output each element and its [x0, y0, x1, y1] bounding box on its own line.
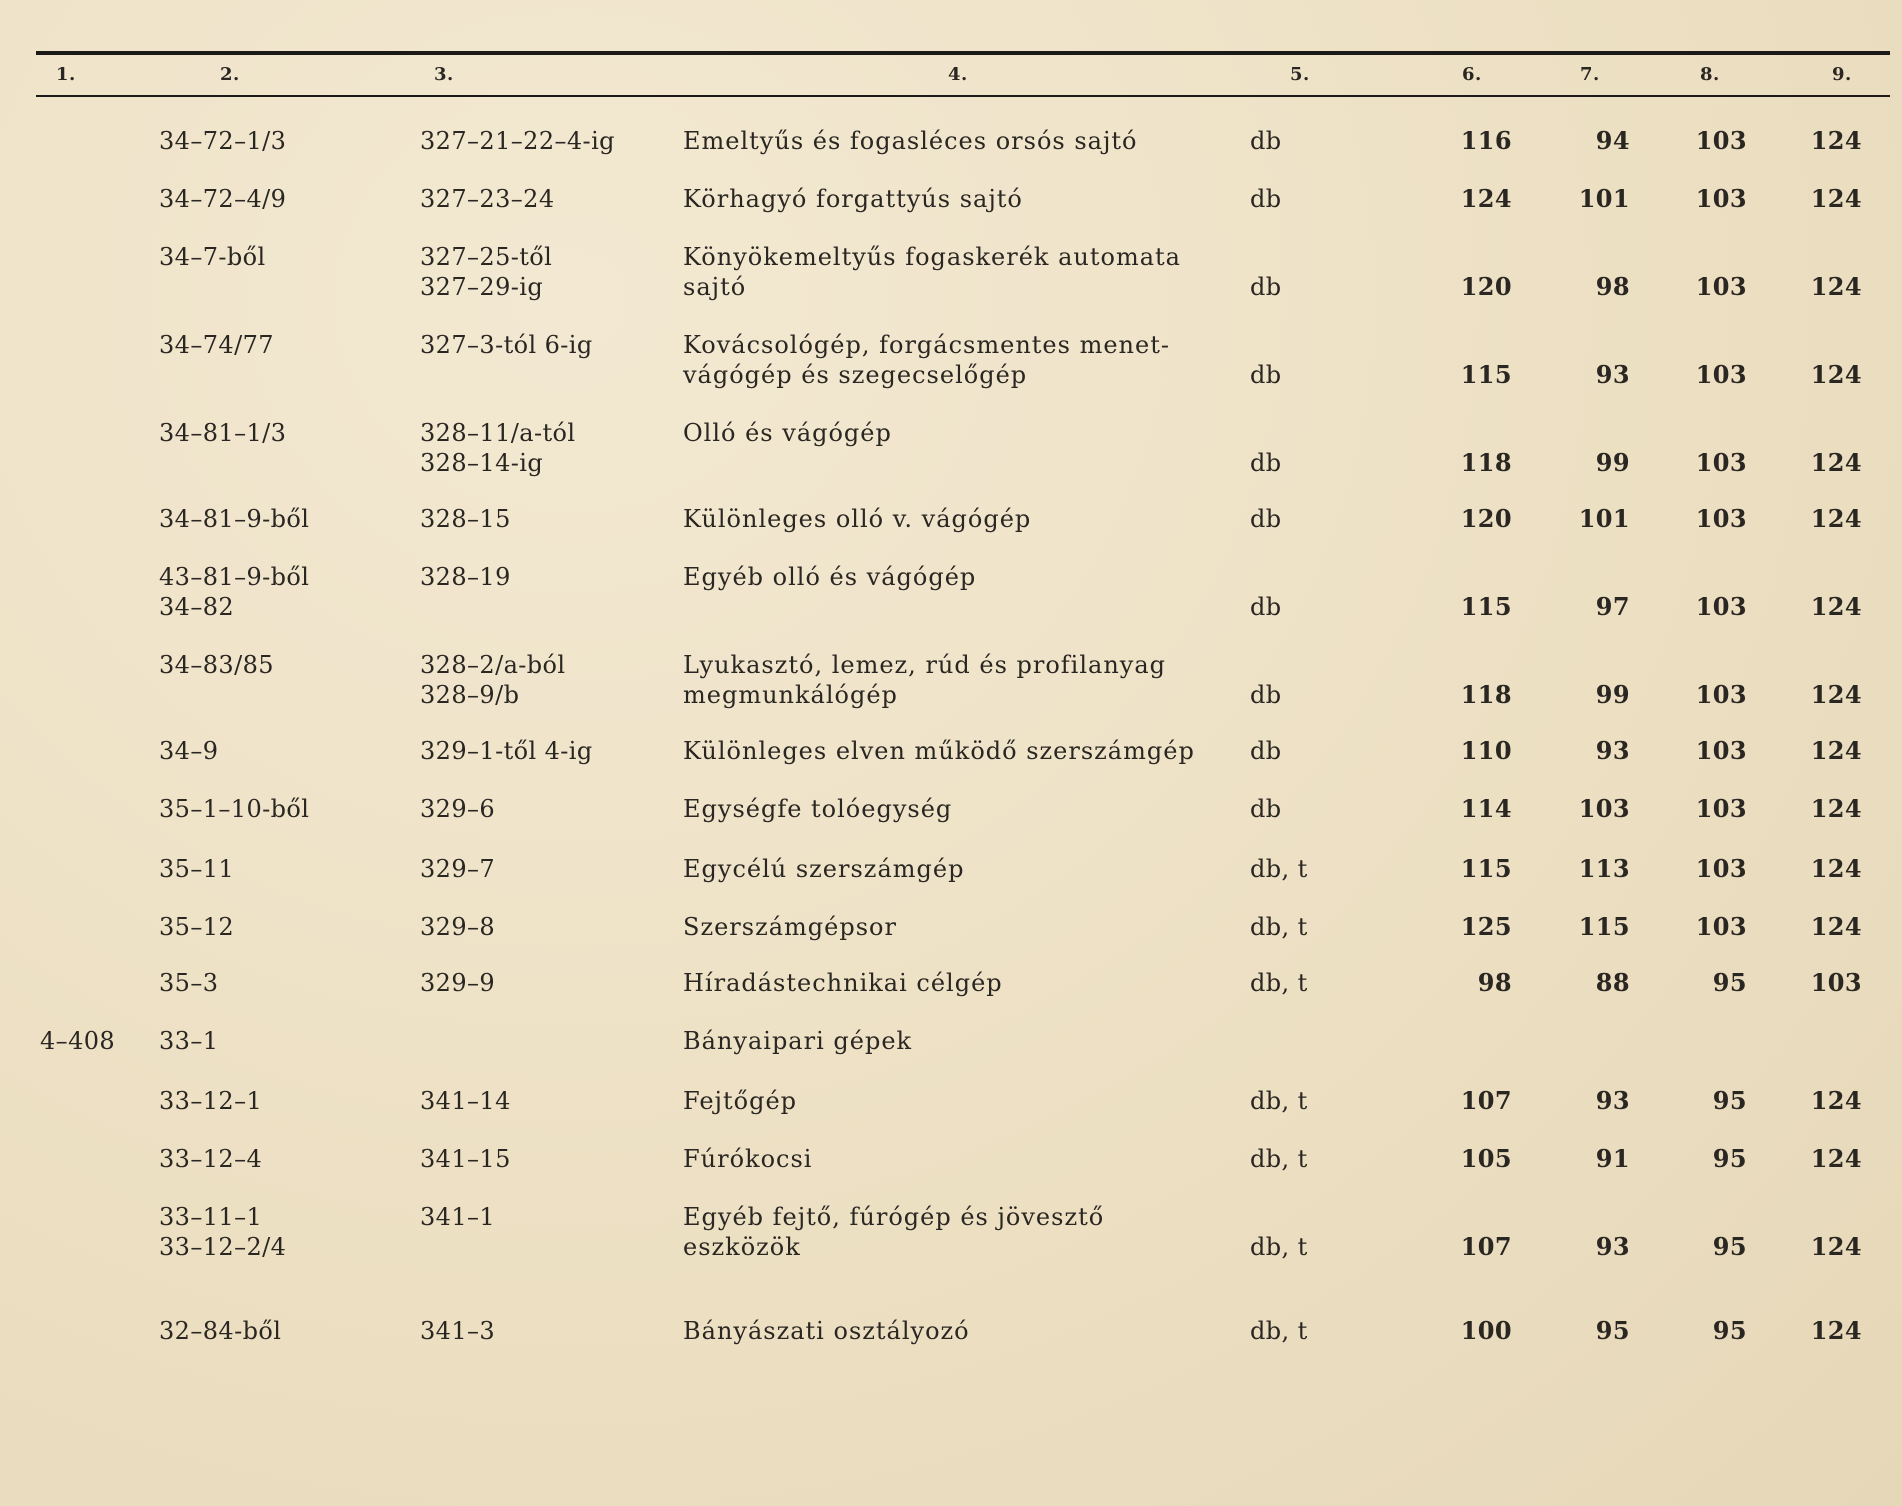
- item-description-line: Különleges olló v. vágógép: [683, 505, 1032, 533]
- item-description: [683, 1316, 970, 1346]
- value-col-6: 120: [1460, 504, 1512, 533]
- item-code-line: 34–81–9-ből: [159, 505, 310, 533]
- item-code: [159, 912, 234, 942]
- item-description-line: Fejtőgép: [683, 1087, 798, 1115]
- unit: db: [1250, 127, 1282, 155]
- item-code: [159, 126, 286, 156]
- value-col-7: 113: [1578, 854, 1630, 883]
- value-col-6: 115: [1460, 592, 1512, 621]
- item-description-line: Emeltyűs és fogasléces orsós sajtó: [683, 127, 1138, 155]
- unit: db: [1250, 273, 1282, 301]
- reference-code: [420, 1144, 511, 1174]
- reference-code: [420, 650, 565, 710]
- value-col-6: 116: [1460, 126, 1512, 155]
- unit: db: [1250, 361, 1282, 389]
- value-col-8: 103: [1695, 592, 1747, 621]
- reference-code: [420, 1202, 495, 1232]
- item-description-line: vágógép és szegecselőgép: [683, 361, 1028, 389]
- reference-code-line: 341–14: [420, 1087, 511, 1115]
- value-col-9: 124: [1810, 592, 1862, 621]
- item-description: [683, 854, 964, 884]
- item-code: [159, 854, 234, 884]
- item-description-line: megmunkálógép: [683, 681, 898, 709]
- item-description-line: Lyukasztó, lemez, rúd és profilanyag: [683, 651, 1167, 679]
- reference-code-line: 327–29-ig: [420, 273, 544, 301]
- item-code-line: 34–82: [159, 593, 235, 621]
- reference-code-line: 327–23–24: [420, 185, 555, 213]
- reference-code-line: 327–25-től: [420, 243, 553, 271]
- value-col-6: 125: [1460, 912, 1512, 941]
- reference-code: [420, 562, 511, 592]
- item-description-line: Bányaipari gépek: [683, 1027, 913, 1055]
- group-code: 4–408: [40, 1027, 116, 1055]
- unit: db, t: [1250, 1317, 1308, 1345]
- unit: db: [1250, 593, 1282, 621]
- item-code-line: 43–81–9-ből: [159, 563, 310, 591]
- item-description-line: Körhagyó forgattyús sajtó: [683, 185, 1023, 213]
- item-code-line: 35–11: [159, 855, 235, 883]
- value-col-7: 101: [1578, 504, 1630, 533]
- item-description: [683, 504, 1031, 534]
- item-description-line: Híradástechnikai célgép: [683, 969, 1003, 997]
- header-col-9: 9.: [1832, 64, 1852, 85]
- value-col-6: 107: [1460, 1086, 1512, 1115]
- value-col-8: 103: [1695, 184, 1747, 213]
- item-code-line: 35–1–10-ből: [159, 795, 310, 823]
- value-col-7: 98: [1595, 272, 1630, 301]
- reference-code: [420, 736, 593, 766]
- item-description: [683, 794, 952, 824]
- item-code-line: 32–84-ből: [159, 1317, 282, 1345]
- value-col-7: 101: [1578, 184, 1630, 213]
- value-col-6: 118: [1460, 448, 1512, 477]
- item-description-line: Kovácsológép, forgácsmentes menet-: [683, 331, 1170, 359]
- value-col-8: 103: [1695, 448, 1747, 477]
- value-col-6: 98: [1477, 968, 1512, 997]
- reference-code-line: 327–21–22–4-ig: [420, 127, 615, 155]
- item-code: [159, 1316, 281, 1346]
- value-col-6: 115: [1460, 360, 1512, 389]
- header-col-6: 6.: [1462, 64, 1482, 85]
- item-code: [159, 1026, 218, 1056]
- value-col-6: 105: [1460, 1144, 1512, 1173]
- item-code-line: 35–3: [159, 969, 219, 997]
- item-code-line: 34–74/77: [159, 331, 274, 359]
- reference-code-line: 329–8: [420, 913, 496, 941]
- item-code-line: 34–72–4/9: [159, 185, 287, 213]
- item-code-line: 35–12: [159, 913, 235, 941]
- reference-code-line: 329–7: [420, 855, 496, 883]
- reference-code: [420, 1086, 511, 1116]
- value-col-8: 103: [1695, 912, 1747, 941]
- value-col-7: 91: [1595, 1144, 1630, 1173]
- unit: db: [1250, 795, 1282, 823]
- value-col-8: 103: [1695, 794, 1747, 823]
- item-description: [683, 184, 1023, 214]
- item-description: [683, 736, 1195, 766]
- item-description-line: eszközök: [683, 1233, 801, 1261]
- value-col-6: 107: [1460, 1232, 1512, 1261]
- item-description: [683, 1202, 1104, 1262]
- item-code: [159, 418, 286, 448]
- value-col-9: 124: [1810, 794, 1862, 823]
- header-col-5: 5.: [1290, 64, 1310, 85]
- value-col-8: 95: [1712, 1086, 1747, 1115]
- item-description: [683, 968, 1003, 998]
- value-col-9: 124: [1810, 1086, 1862, 1115]
- value-col-6: 115: [1460, 854, 1512, 883]
- value-col-9: 124: [1810, 1232, 1862, 1261]
- header-col-4: 4.: [948, 64, 968, 85]
- item-code-line: 33–12–2/4: [159, 1233, 287, 1261]
- value-col-9: 124: [1810, 854, 1862, 883]
- item-code: [159, 650, 274, 680]
- value-col-9: 124: [1810, 680, 1862, 709]
- reference-code-line: 329–9: [420, 969, 496, 997]
- item-description-line: Egyéb fejtő, fúrógép és jövesztő: [683, 1203, 1105, 1231]
- header-col-7: 7.: [1580, 64, 1600, 85]
- item-code-line: 34–81–1/3: [159, 419, 287, 447]
- reference-code-line: 341–3: [420, 1317, 496, 1345]
- value-col-8: 103: [1695, 360, 1747, 389]
- value-col-7: 93: [1595, 1232, 1630, 1261]
- value-col-7: 94: [1595, 126, 1630, 155]
- reference-code-line: 329–1-től 4-ig: [420, 737, 593, 765]
- item-code-line: 34–83/85: [159, 651, 274, 679]
- unit: db: [1250, 505, 1282, 533]
- item-code: [159, 1202, 286, 1262]
- value-col-8: 103: [1695, 680, 1747, 709]
- value-col-6: 114: [1460, 794, 1512, 823]
- value-col-7: 93: [1595, 1086, 1630, 1115]
- value-col-7: 99: [1595, 448, 1630, 477]
- reference-code-line: 327–3-tól 6-ig: [420, 331, 593, 359]
- reference-code: [420, 854, 495, 884]
- value-col-8: 103: [1695, 272, 1747, 301]
- value-col-9: 124: [1810, 1316, 1862, 1345]
- value-col-7: 115: [1578, 912, 1630, 941]
- value-col-6: 100: [1460, 1316, 1512, 1345]
- item-description-line: Egyéb olló és vágógép: [683, 563, 977, 591]
- value-col-9: 124: [1810, 272, 1862, 301]
- value-col-6: 120: [1460, 272, 1512, 301]
- value-col-8: 95: [1712, 1316, 1747, 1345]
- value-col-7: 97: [1595, 592, 1630, 621]
- reference-code: [420, 1316, 495, 1346]
- value-col-8: 95: [1712, 1144, 1747, 1173]
- unit: db: [1250, 681, 1282, 709]
- reference-code-line: 328–11/a-tól: [420, 419, 576, 447]
- item-code-line: 34–9: [159, 737, 219, 765]
- reference-code-line: 341–1: [420, 1203, 496, 1231]
- value-col-9: 124: [1810, 126, 1862, 155]
- header-col-3: 3.: [434, 64, 454, 85]
- item-code-line: 33–11–1: [159, 1203, 263, 1231]
- value-col-9: 103: [1810, 968, 1862, 997]
- item-code: [159, 794, 309, 824]
- item-code: [159, 562, 309, 622]
- item-description-line: Bányászati osztályozó: [683, 1317, 970, 1345]
- item-description: [683, 126, 1138, 156]
- unit: db: [1250, 449, 1282, 477]
- item-code-line: 34–7-ből: [159, 243, 266, 271]
- value-col-8: 103: [1695, 126, 1747, 155]
- header-col-2: 2.: [220, 64, 240, 85]
- value-col-9: 124: [1810, 1144, 1862, 1173]
- reference-code: [420, 504, 511, 534]
- value-col-7: 93: [1595, 736, 1630, 765]
- value-col-6: 110: [1460, 736, 1512, 765]
- item-description-line: Olló és vágógép: [683, 419, 892, 447]
- reference-code-line: 328–9/b: [420, 681, 520, 709]
- item-code-line: 33–12–4: [159, 1145, 263, 1173]
- value-col-8: 103: [1695, 504, 1747, 533]
- value-col-9: 124: [1810, 448, 1862, 477]
- item-code: [159, 736, 218, 766]
- item-description: [683, 562, 976, 592]
- reference-code: [420, 418, 575, 478]
- value-col-6: 124: [1460, 184, 1512, 213]
- item-description: [683, 242, 1181, 302]
- unit: db, t: [1250, 913, 1308, 941]
- value-col-8: 103: [1695, 736, 1747, 765]
- unit: db, t: [1250, 1145, 1308, 1173]
- unit: db, t: [1250, 855, 1308, 883]
- item-description: [683, 912, 897, 942]
- header-col-1: 1.: [56, 64, 76, 85]
- reference-code-line: 341–15: [420, 1145, 511, 1173]
- reference-code: [420, 126, 615, 156]
- reference-code: [420, 242, 552, 302]
- item-code: [159, 1086, 262, 1116]
- reference-code: [420, 912, 495, 942]
- value-col-6: 118: [1460, 680, 1512, 709]
- unit: db, t: [1250, 1233, 1308, 1261]
- item-description: [683, 1144, 812, 1174]
- item-description: [683, 418, 892, 448]
- unit: db: [1250, 185, 1282, 213]
- item-code-line: 33–1: [159, 1027, 219, 1055]
- reference-code: [420, 184, 555, 214]
- item-code-line: 34–72–1/3: [159, 127, 287, 155]
- item-description: [683, 330, 1170, 390]
- reference-code: [420, 968, 495, 998]
- item-description-line: sajtó: [683, 273, 747, 301]
- value-col-9: 124: [1810, 360, 1862, 389]
- reference-code: [420, 330, 593, 360]
- item-code: [159, 242, 266, 272]
- value-col-7: 95: [1595, 1316, 1630, 1345]
- item-code: [159, 968, 218, 998]
- item-code: [159, 504, 309, 534]
- reference-code-line: 328–19: [420, 563, 511, 591]
- reference-code-line: 328–14-ig: [420, 449, 544, 477]
- value-col-9: 124: [1810, 912, 1862, 941]
- item-description-line: Szerszámgépsor: [683, 913, 897, 941]
- value-col-9: 124: [1810, 184, 1862, 213]
- value-col-8: 103: [1695, 854, 1747, 883]
- unit: db, t: [1250, 969, 1308, 997]
- item-description: [683, 1026, 912, 1056]
- item-description-line: Könyökemeltyűs fogaskerék automata: [683, 243, 1181, 271]
- item-description-line: Fúrókocsi: [683, 1145, 813, 1173]
- reference-code-line: 328–15: [420, 505, 511, 533]
- value-col-9: 124: [1810, 736, 1862, 765]
- value-col-8: 95: [1712, 968, 1747, 997]
- item-description-line: Egységfe tolóegység: [683, 795, 953, 823]
- item-code: [159, 330, 274, 360]
- value-col-7: 88: [1595, 968, 1630, 997]
- header-col-8: 8.: [1700, 64, 1720, 85]
- item-code-line: 33–12–1: [159, 1087, 263, 1115]
- value-col-7: 93: [1595, 360, 1630, 389]
- value-col-8: 95: [1712, 1232, 1747, 1261]
- top-rule: [36, 51, 1890, 55]
- item-description-line: Különleges elven működő szerszámgép: [683, 737, 1195, 765]
- value-col-7: 103: [1578, 794, 1630, 823]
- reference-code: [420, 794, 495, 824]
- reference-code-line: 329–6: [420, 795, 496, 823]
- value-col-7: 99: [1595, 680, 1630, 709]
- item-code: [159, 1144, 262, 1174]
- item-code: [159, 184, 286, 214]
- item-description: [683, 650, 1166, 710]
- header-rule: [36, 95, 1890, 97]
- item-description-line: Egycélú szerszámgép: [683, 855, 965, 883]
- value-col-9: 124: [1810, 504, 1862, 533]
- reference-code-line: 328–2/a-ból: [420, 651, 566, 679]
- unit: db: [1250, 737, 1282, 765]
- item-description: [683, 1086, 797, 1116]
- unit: db, t: [1250, 1087, 1308, 1115]
